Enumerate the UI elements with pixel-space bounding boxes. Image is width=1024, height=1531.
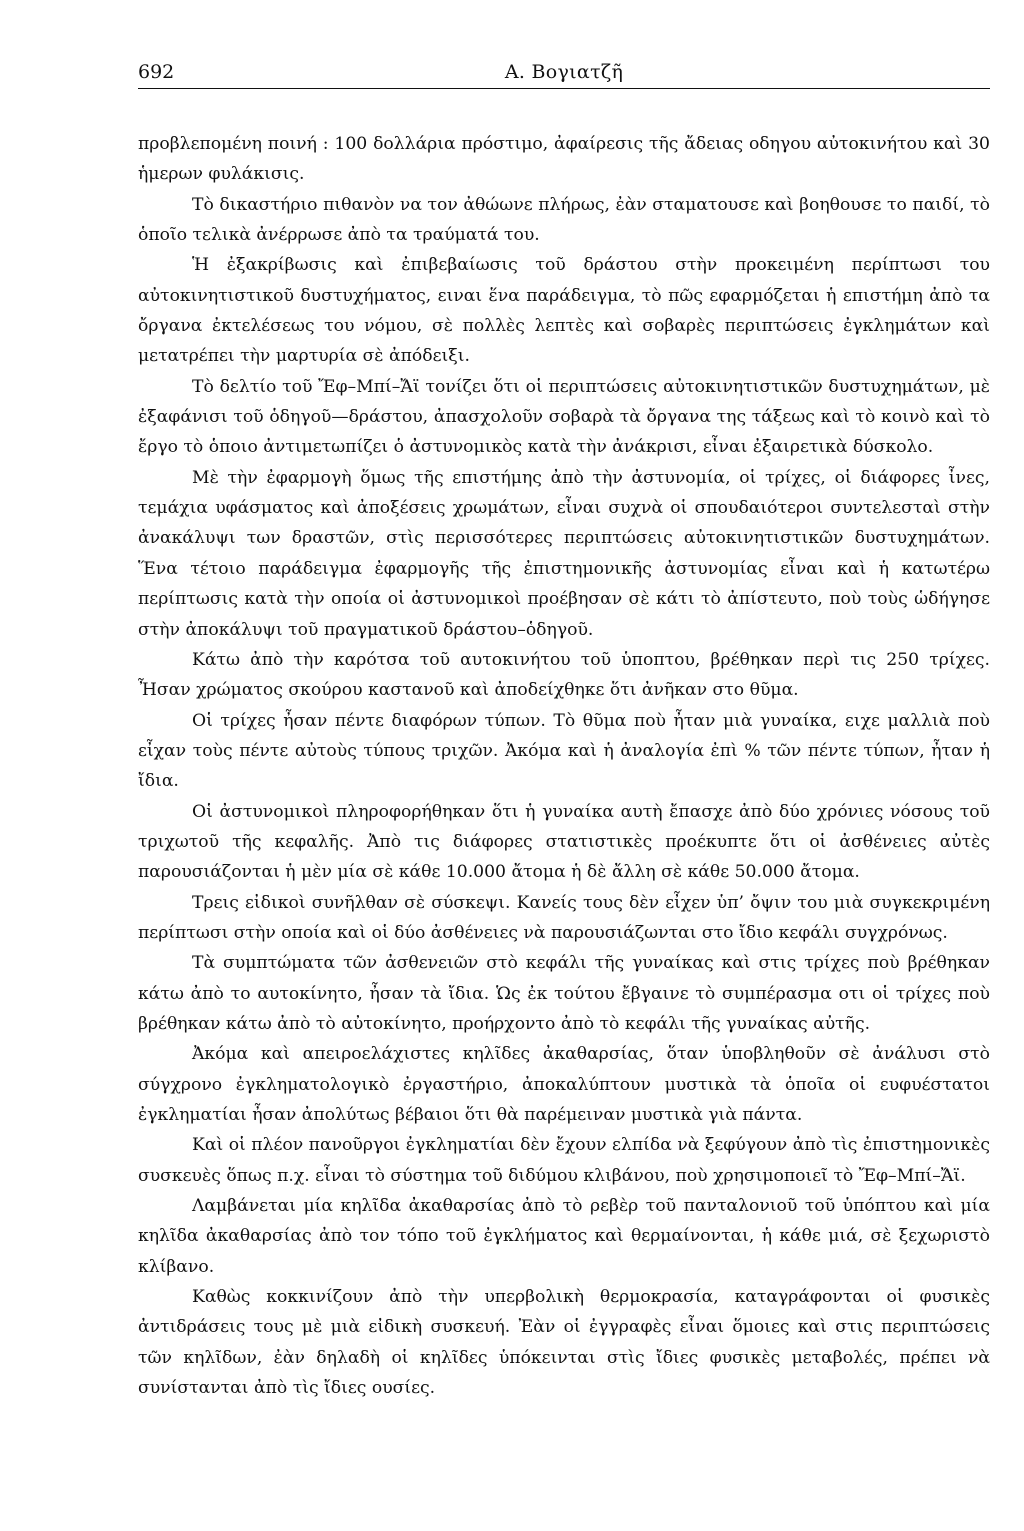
paragraph: Μὲ τὴν ἐφαρμογὴ ὅμως τῆς επιστήμης ἀπὸ τὴν ἀστυνομία, οἱ τρίχες, οἱ διάφορες ἶνες, τεμάχια υφάσματος καὶ ἀποξέσεις χρωμάτων, εἶναι συχνὰ οἱ σπουδαιότεροι συντελεσταὶ στὴν ἀνακάλυψι των δραστῶν, στὶς περισσότερες περιπτώσεις αὐτοκινητιστικῶν δυστυχημάτων. Ἕνα τέτοιο παράδειγμα ἐφαρμογῆς τῆς ἐπιστημονικῆς ἀστυνομίας εἶναι καὶ ἡ κατωτέρω περίπτωσις κατὰ τὴν οποία οἱ ἀστυνομικοὶ προέβησαν σὲ κάτι τὸ ἀπίστευτο, ποὺ τοὺς ὡδήγησε στὴν ἀποκάλυψι τοῦ πραγματικοῦ δράστου–ὁδηγοῦ. xyxy=(138,467,990,640)
paragraph: προβλεπομένη ποινή : 100 δολλάρια πρόστιμο, ἀφαίρεσις τῆς ἄδειας οδηγου αὐτοκινήτου καὶ 30 ἡμερων φυλάκισις. xyxy=(138,134,990,185)
page-header xyxy=(138,58,990,89)
paragraph: Κάτω ἀπὸ τὴν καρότσα τοῦ αυτοκινήτου τοῦ ὑποπτου, βρέθηκαν περὶ τις 250 τρίχες. Ἦσαν χρώματος σκούρου καστανοῦ καὶ ἀποδείχθηκε ὅτι ἀνῆκαν στο θῦμα. xyxy=(138,649,990,701)
paragraph: Λαμβάνεται μία κηλῖδα ἀκαθαρσίας ἀπὸ τὸ ρεβὲρ τοῦ πανταλονιοῦ τοῦ ὑπόπτου καὶ μία κηλῖδα ἀκαθαρσίας ἀπὸ τον τόπο τοῦ ἐγκλήματος καὶ θερμαίνονται, ἡ κάθε μιά, σὲ ξεχωριστὸ κλίβανο. xyxy=(138,1196,990,1277)
paragraph: Καθὼς κοκκινίζουν ἀπὸ τὴν υπερβολικὴ θερμοκρασία, καταγράφονται οἱ φυσικὲς ἀντιδράσεις τους μὲ μιὰ εἰδικὴ συσκευή. Ἐὰν οἱ ἐγγραφὲς εἶναι ὅμοιες καὶ στις περιπτώσεις τῶν κηλῖδων, ἐὰν δηλαδὴ οἱ κηλῖδες ὑπόκεινται στὶς ἴδιες φυσικὲς μεταβολές, πρέπει νὰ συνίστανται ἀπὸ τὶς ἴδιες ουσίες. xyxy=(138,1287,990,1399)
paragraph: Οἱ τρίχες ἦσαν πέντε διαφόρων τύπων. Τὸ θῦμα ποὺ ἦταν μιὰ γυναίκα, ειχε μαλλιὰ ποὺ εἶχαν τοὺς πέντε αὐτοὺς τύπους τριχῶν. Ἀκόμα καὶ ἡ ἀναλογία ἐπὶ % τῶν πέντε τύπων, ἦταν ἡ ἴδια. xyxy=(138,710,990,792)
paragraph: Καὶ οἱ πλέον πανοῦργοι ἐγκληματίαι δὲν ἔχουν ελπίδα νὰ ξεφύγουν ἀπὸ τὶς ἐπιστημονικὲς συσκευὲς ὅπως π.χ. εἶναι τὸ σύστημα τοῦ διδύμου κλιβάνου, ποὺ χρησιμοποιεῖ τὸ Ἔφ–Μπί–Ἄϊ. xyxy=(138,1135,990,1186)
paragraph: Ἡ ἐξακρίβωσις καὶ ἐπιβεβαίωσις τοῦ δράστου στὴν προκειμένη περίπτωσι του αὐτοκινητιστικοῦ δυστυχήματος, ειναι ἕνα παράδειγμα, τὸ πῶς εφαρμόζεται ἡ επιστήμη ἀπὸ τα ὄργανα ἐκτελέσεως του νόμου, σὲ πολλὲς λεπτὲς καὶ σοβαρὲς περιπτώσεις ἐγκλημάτων καὶ μετατρέπει τὴν μαρτυρία σὲ ἀπόδειξι. xyxy=(138,255,990,367)
paragraph: Τρεις εἰδικοὶ συνῆλθαν σὲ σύσκεψι. Κανείς τους δὲν εἶχεν ὑπ’ ὄψιν του μιὰ συγκεκριμένη περίπτωσι στὴν οποία καὶ οἱ δύο ἀσθένειες νὰ παρουσιάζωνται στο ἴδιο κεφάλι συγχρόνως. xyxy=(138,892,990,943)
paragraph: Τὸ δελτίο τοῦ Ἔφ–Μπί–Ἄϊ τονίζει ὅτι οἱ περιπτώσεις αὐτοκινητιστικῶν δυστυχημάτων, μὲ ἐξαφάνισι τοῦ ὁδηγοῦ—δράστου, ἀπασχολοῦν σοβαρὰ τὰ ὄργανα της τάξεως καὶ τὸ κοινὸ καὶ τὸ ἔργο τὸ ὁποιο ἀντιμετωπίζει ὁ ἀστυνομικὸς κατὰ τὴν ἀνάκρισι, εἶναι ἐξαιρετικὰ δύσκολο. xyxy=(138,376,990,458)
paragraph: Τὸ δικαστήριο πιθανὸν να τον ἀθώωνε πλήρως, ἐὰν σταματουσε καὶ βοηθουσε το παιδί, τὸ ὁποῖο τελικὰ ἀνέρρωσε ἀπὸ τα τραύματά του. xyxy=(138,194,990,246)
body-text xyxy=(138,129,990,1403)
paragraph: Οἱ ἀστυνομικοὶ πληροφορήθηκαν ὅτι ἡ γυναίκα αυτὴ ἔπασχε ἀπὸ δύο χρόνιες νόσους τοῦ τριχωτοῦ τῆς κεφαλῆς. Ἀπὸ τις διάφορες στατιστικὲς προέκυπτε ὅτι οἱ ἀσθένειες αὐτὲς παρουσιάζονται ἡ μὲν μία σὲ κάθε 10.000 ἄτομα ἡ δὲ ἄλλη σὲ κάθε 50.000 ἄτομα. xyxy=(138,801,990,883)
paragraph: Τὰ συμπτώματα τῶν ἀσθενειῶν στὸ κεφάλι τῆς γυναίκας καὶ στις τρίχες ποὺ βρέθηκαν κάτω ἀπὸ το αυτοκίνητο, ἦσαν τὰ ἴδια. Ὡς ἐκ τούτου ἔβγαινε τὸ συμπέρασμα οτι οἱ τρίχες ποὺ βρέθηκαν κάτω ἀπὸ τὸ αὐτοκίνητο, προήρχοντο ἀπὸ τὸ κεφάλι τῆς γυναίκας αὐτῆς. xyxy=(138,953,990,1034)
running-head: Α. Βογιατζῆ xyxy=(504,61,624,83)
document-page xyxy=(138,58,990,1403)
paragraph: Ἀκόμα καὶ απειροελάχιστες κηλῖδες ἀκαθαρσίας, ὅταν ὑποβληθοῦν σὲ ἀνάλυσι στὸ σύγχρονο ἐγκληματολογικὸ ἐργαστήριο, ἀποκαλύπτουν μυστικὰ τὰ ὁποῖα οἱ ευφυέστατοι ἐγκληματίαι ἦσαν ἀπολύτως βέβαιοι ὅτι θὰ παρέμειναν μυστικὰ γιὰ πάντα. xyxy=(138,1044,990,1125)
page-number: 692 xyxy=(138,61,175,83)
